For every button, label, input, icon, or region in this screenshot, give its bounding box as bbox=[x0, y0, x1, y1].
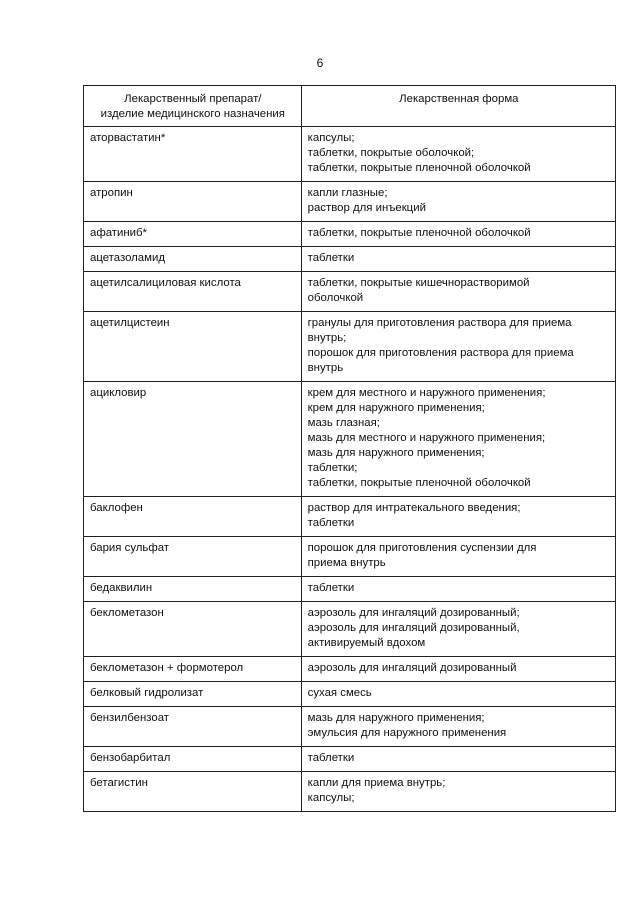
dosage-form-line: таблетки; bbox=[307, 462, 358, 474]
dosage-form-line: сухая смесь bbox=[307, 687, 372, 699]
dosage-form-line: эмульсия для наружного применения bbox=[307, 727, 507, 739]
table-row bbox=[84, 537, 616, 577]
table-row bbox=[84, 247, 616, 272]
table-row bbox=[84, 707, 616, 747]
dosage-form-line: внутрь bbox=[307, 362, 344, 374]
dosage-form-line: мазь глазная; bbox=[307, 417, 380, 429]
header-drug-line: Лекарственный препарат/ bbox=[124, 93, 262, 105]
dosage-form-line: капсулы; bbox=[307, 792, 355, 804]
dosage-form-line: аэрозоль для ингаляций дозированный bbox=[307, 662, 517, 674]
dosage-form-cell bbox=[301, 272, 615, 312]
dosage-form-line: капли глазные; bbox=[307, 187, 388, 199]
table-header-row bbox=[84, 86, 616, 127]
dosage-form-line: мазь для наружного применения; bbox=[307, 712, 485, 724]
dosage-form-line: приема внутрь bbox=[307, 557, 386, 569]
dosage-form-cell bbox=[301, 577, 615, 602]
dosage-form-line: оболочкой bbox=[307, 292, 364, 304]
header-form-line: Лекарственная форма bbox=[399, 93, 519, 105]
drug-name-cell: белковый гидролизат bbox=[84, 682, 302, 707]
drug-name-cell: бетагистин bbox=[84, 772, 302, 812]
drug-name-cell: афатиниб* bbox=[84, 222, 302, 247]
table-row bbox=[84, 747, 616, 772]
table-row bbox=[84, 497, 616, 537]
dosage-form-line: внутрь; bbox=[307, 332, 347, 344]
table-row bbox=[84, 682, 616, 707]
dosage-form-line: таблетки, покрытые кишечнорастворимой bbox=[307, 277, 530, 289]
dosage-form-line: таблетки, покрытые оболочкой; bbox=[307, 147, 475, 159]
header-form bbox=[301, 86, 615, 127]
drug-name-cell: бедаквилин bbox=[84, 577, 302, 602]
dosage-form-cell bbox=[301, 747, 615, 772]
dosage-form-cell bbox=[301, 222, 615, 247]
dosage-form-line: аэрозоль для ингаляций дозированный; bbox=[307, 607, 520, 619]
drug-name-cell: бензилбензоат bbox=[84, 707, 302, 747]
table-row bbox=[84, 602, 616, 657]
dosage-form-line: таблетки bbox=[307, 582, 355, 594]
dosage-form-line: крем для наружного применения; bbox=[307, 402, 485, 414]
dosage-form-cell bbox=[301, 247, 615, 272]
dosage-form-line: порошок для приготовления суспензии для bbox=[307, 542, 537, 554]
dosage-form-line: аэрозоль для ингаляций дозированный, bbox=[307, 622, 520, 634]
table-row bbox=[84, 127, 616, 182]
drug-name-cell: баклофен bbox=[84, 497, 302, 537]
dosage-form-cell bbox=[301, 537, 615, 577]
page-number: 6 bbox=[316, 56, 324, 70]
dosage-form-cell bbox=[301, 602, 615, 657]
table-row bbox=[84, 182, 616, 222]
drug-name-cell: беклометазон + формотерол bbox=[84, 657, 302, 682]
table-row bbox=[84, 772, 616, 812]
dosage-form-line: таблетки bbox=[307, 252, 355, 264]
drug-name-cell: аторвастатин* bbox=[84, 127, 302, 182]
dosage-form-cell bbox=[301, 312, 615, 382]
dosage-form-cell bbox=[301, 382, 615, 497]
dosage-form-line: таблетки bbox=[307, 752, 355, 764]
drug-name-cell: беклометазон bbox=[84, 602, 302, 657]
drug-name-cell: ацетилцистеин bbox=[84, 312, 302, 382]
dosage-form-line: порошок для приготовления раствора для приема bbox=[307, 347, 574, 359]
drug-name-cell: атропин bbox=[84, 182, 302, 222]
dosage-form-line: раствор для инъекций bbox=[307, 202, 426, 214]
table-row bbox=[84, 222, 616, 247]
dosage-form-line: гранулы для приготовления раствора для приема bbox=[307, 317, 572, 329]
dosage-form-cell bbox=[301, 707, 615, 747]
header-drug-line: изделие медицинского назначения bbox=[100, 108, 285, 120]
header-drug bbox=[84, 86, 302, 127]
table-row bbox=[84, 312, 616, 382]
drug-table bbox=[83, 85, 616, 812]
dosage-form-line: таблетки, покрытые пленочной оболочкой bbox=[307, 227, 531, 239]
dosage-form-line: крем для местного и наружного применения; bbox=[307, 387, 546, 399]
dosage-form-line: мазь для наружного применения; bbox=[307, 447, 485, 459]
drug-name-cell: бензобарбитал bbox=[84, 747, 302, 772]
table-row bbox=[84, 657, 616, 682]
dosage-form-cell bbox=[301, 127, 615, 182]
dosage-form-cell bbox=[301, 657, 615, 682]
dosage-form-cell bbox=[301, 497, 615, 537]
dosage-form-cell bbox=[301, 682, 615, 707]
table-row bbox=[84, 382, 616, 497]
dosage-form-line: таблетки, покрытые пленочной оболочкой bbox=[307, 477, 531, 489]
dosage-form-line: капсулы; bbox=[307, 132, 355, 144]
drug-name-cell: ацетилсалициловая кислота bbox=[84, 272, 302, 312]
dosage-form-line: активируемый вдохом bbox=[307, 637, 426, 649]
drug-name-cell: бария сульфат bbox=[84, 537, 302, 577]
dosage-form-line: таблетки bbox=[307, 517, 355, 529]
dosage-form-line: мазь для местного и наружного применения; bbox=[307, 432, 546, 444]
dosage-form-cell bbox=[301, 182, 615, 222]
dosage-form-line: капли для приема внутрь; bbox=[307, 777, 446, 789]
table-row bbox=[84, 272, 616, 312]
table-row bbox=[84, 577, 616, 602]
dosage-form-cell bbox=[301, 772, 615, 812]
dosage-form-line: таблетки, покрытые пленочной оболочкой bbox=[307, 162, 531, 174]
drug-name-cell: ацикловир bbox=[84, 382, 302, 497]
dosage-form-line: раствор для интратекального введения; bbox=[307, 502, 521, 514]
drug-name-cell: ацетазоламид bbox=[84, 247, 302, 272]
